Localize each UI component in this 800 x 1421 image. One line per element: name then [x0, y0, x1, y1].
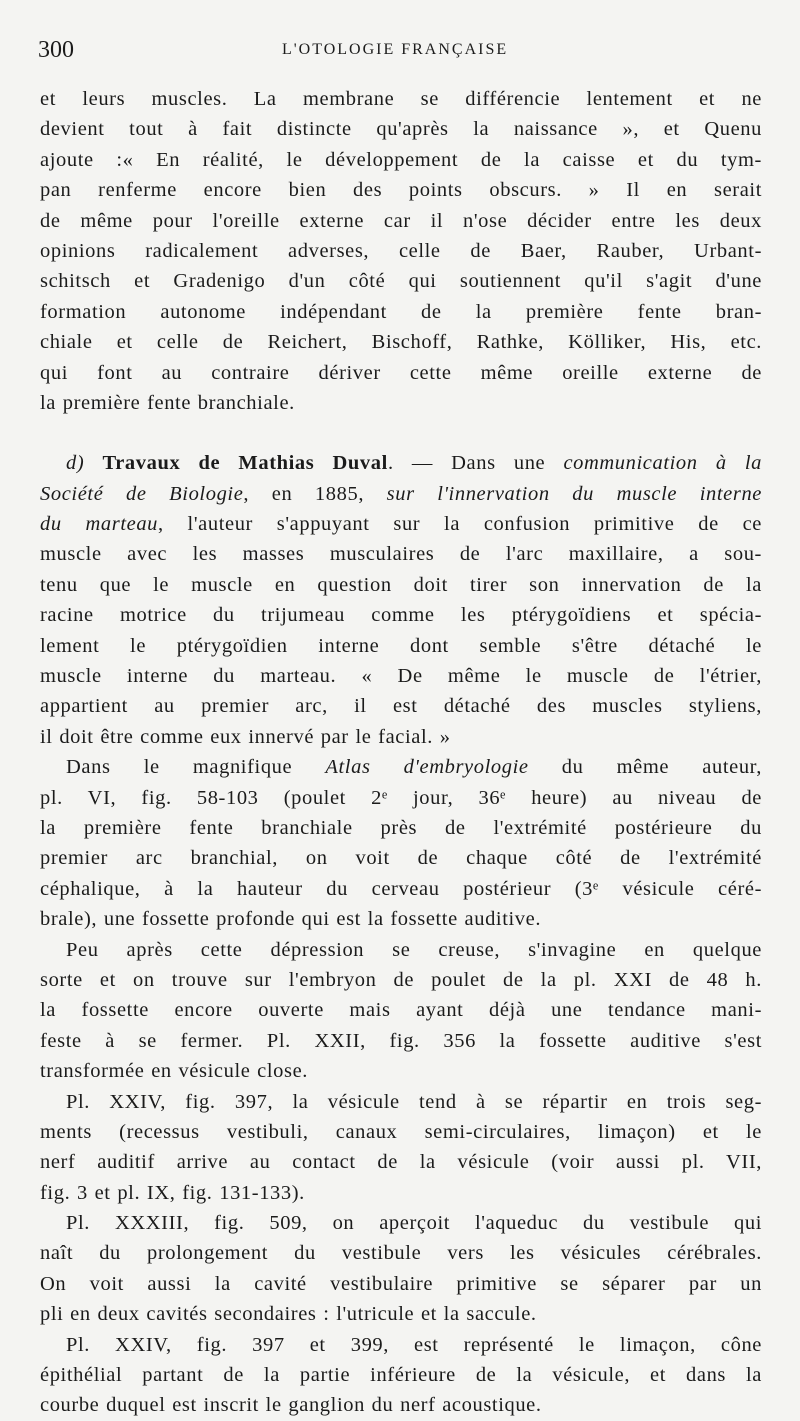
text-line [40, 479, 762, 509]
italic-run: du marteau [40, 513, 159, 536]
text-line: brale), une fossette profonde qui est la fossette auditive. [40, 908, 542, 931]
text-line: nerf auditif arrive au contact de la vésicule (voir aussi pl. VII, [40, 1151, 762, 1174]
text-line: Pl. XXIV, fig. 397, la vésicule tend à se répartir en trois seg- [66, 1090, 762, 1113]
text-line: pli en deux cavités secondaires : l'utricule et la saccule. [40, 1303, 537, 1326]
text-line: la première fente branchiale près de l'extrémité postérieure du [40, 816, 762, 839]
text-run: du même auteur, [528, 756, 762, 779]
text-line: premier arc branchial, on voit de chaque côté de l'extrémité [40, 847, 762, 870]
text-line: Peu après cette dépression se creuse, s'invagine en quelque [66, 938, 762, 961]
paragraph-2 [40, 448, 762, 752]
text-line: fig. 3 et pl. IX, fig. 131-133). [40, 1181, 305, 1204]
italic-run: sur l'innervation du muscle interne [386, 482, 762, 505]
italic-run: Société de Biologie [40, 482, 244, 505]
text-line: muscle interne du marteau. « De même le muscle de l'étrier, [40, 665, 762, 688]
text-line: de même pour l'oreille externe car il n'ose décider entre les deux [40, 209, 762, 232]
text-line: épithélial partant de la partie inférieure de la vésicule, et dans la [40, 1364, 762, 1387]
text-line: transformée en vésicule close. [40, 1060, 309, 1083]
text-line: opinions radicalement adverses, celle de Baer, Rauber, Urbant- [40, 239, 762, 262]
text-line: la première fente branchiale. [40, 391, 295, 414]
text-line: il doit être comme eux innervé par le facial. » [40, 725, 451, 748]
text-line: On voit aussi la cavité vestibulaire primitive se séparer par un [40, 1272, 762, 1295]
paragraph-3 [40, 752, 762, 934]
running-head: L'OTOLOGIE FRANÇAISE [282, 41, 509, 58]
paragraph-gap [40, 418, 762, 448]
text-run: . — Dans une [387, 452, 564, 475]
text-line: devient tout à fait distincte qu'après la naissance », et Quenu [40, 118, 762, 141]
text-line: Pl. XXIV, fig. 397 et 399, est représenté le limaçon, cône [66, 1333, 762, 1356]
text-line: la fossette encore ouverte mais ayant déjà une tendance mani- [40, 999, 762, 1022]
section-letter: d) [66, 452, 103, 475]
text-run: , l'auteur s'appuyant sur la confusion primitive de ce [158, 513, 762, 536]
page-number: 300 [38, 37, 74, 63]
text-line: naît du prolongement du vestibule vers les vésicules cérébrales. [40, 1242, 762, 1265]
text-line: racine motrice du trijumeau comme les ptérygoïdiens et spécia- [40, 604, 762, 627]
paragraph-4 [40, 935, 762, 1087]
text-line: Pl. XXXIII, fig. 509, on aperçoit l'aqueduc du vestibule qui [66, 1212, 762, 1235]
text-line: et leurs muscles. La membrane se différencie lentement et ne [40, 88, 762, 110]
text-run: Dans le magnifique [66, 756, 326, 779]
text-line: ajoute :« En réalité, le développement de la caisse et du tym- [40, 148, 762, 171]
text-line: pl. VI, fig. 58-103 (poulet 2ᵉ jour, 36ᵉ heure) au niveau de [40, 786, 762, 809]
body-text [40, 84, 762, 1421]
paragraph-7 [40, 1330, 762, 1421]
text-line: qui font au contraire dériver cette même oreille externe de [40, 361, 762, 384]
text-line: céphalique, à la hauteur du cerveau postérieur (3ᵉ vésicule céré- [40, 877, 762, 900]
italic-run: Atlas d'embryologie [325, 756, 529, 779]
text-line: sorte et on trouve sur l'embryon de poulet de la pl. XXI de 48 h. [40, 968, 762, 991]
text-line: feste à se fermer. Pl. XXII, fig. 356 la fossette auditive s'est [40, 1029, 762, 1052]
section-heading: Travaux de Mathias Duval [102, 452, 388, 475]
text-line: ments (recessus vestibuli, canaux semi-circulaires, limaçon) et le [40, 1120, 762, 1143]
text-line [40, 448, 762, 478]
text-run: , en 1885, [243, 482, 387, 505]
text-line [40, 509, 762, 539]
text-line: tenu que le muscle en question doit tirer son innervation de la [40, 573, 762, 596]
paragraph-5 [40, 1087, 762, 1209]
italic-run: communication à la [563, 452, 762, 475]
paragraph-6 [40, 1208, 762, 1330]
text-line: muscle avec les masses musculaires de l'arc maxillaire, a sou- [40, 543, 762, 566]
text-line: pan renferme encore bien des points obscurs. » Il en serait [40, 179, 762, 202]
paragraph-1 [40, 84, 762, 418]
text-line: schitsch et Gradenigo d'un côté qui soutiennent qu'il s'agit d'une [40, 270, 762, 293]
text-line: formation autonome indépendant de la première fente bran- [40, 300, 762, 323]
text-line: courbe duquel est inscrit le ganglion du nerf acoustique. [40, 1394, 542, 1417]
text-line: lement le ptérygoïdien interne dont semble s'être détaché le [40, 634, 762, 657]
text-line: chiale et celle de Reichert, Bischoff, Rathke, Kölliker, His, etc. [40, 331, 762, 354]
text-line: appartient au premier arc, il est détaché des muscles styliens, [40, 695, 762, 718]
text-line [40, 752, 762, 782]
